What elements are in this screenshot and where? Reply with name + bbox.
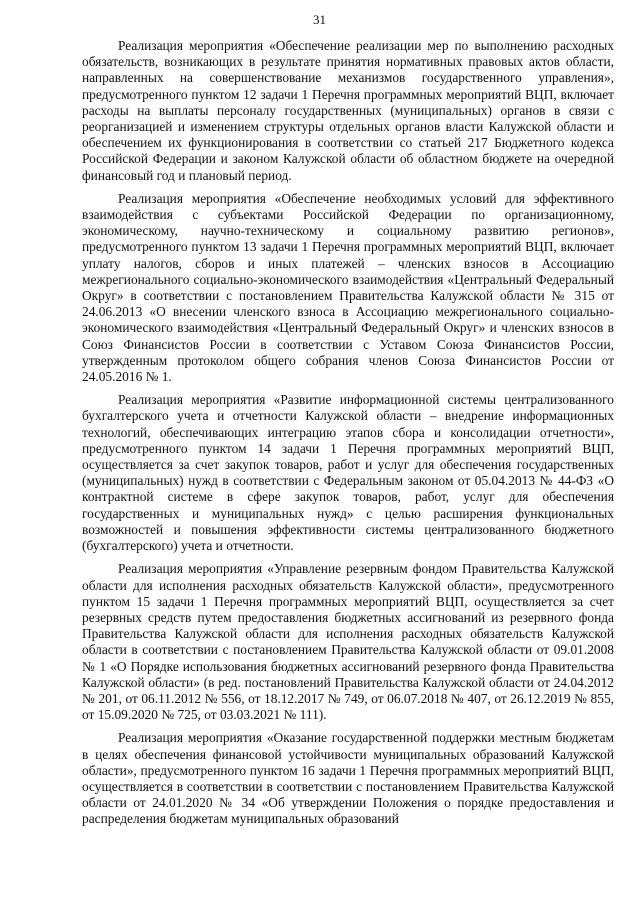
paragraph-3: Реализация мероприятия «Развитие информационной системы централизованного бухгалтерского учета и отчетности Калужской области – внедрение информационных технологий, обеспечивающих интеграцию этапов сбора и консолидации отчетности», предусмотренного пунктом 14 задачи 1 Перечня программных мероприятий ВЦП, осуществляется за счет закупок товаров, работ и услуг для обеспечения государственных (муниципальных) нужд в соответствии с Федеральным законом от 05.04.2013 № 44-ФЗ «О контрактной системе в сфере закупок товаров, работ, услуг для обеспечения государственных и муниципальных нужд» с целью расширения функциональных возможностей и повышения эффективности системы централизованного бюджетного (бухгалтерского) учета и отчетности.: [82, 392, 614, 554]
document-body: [82, 38, 614, 835]
paragraph-2: Реализация мероприятия «Обеспечение необходимых условий для эффективного взаимодействия с субъектами Российской Федерации по организационному, экономическому, научно-техническому и социальному развитию регионов», предусмотренного пунктом 13 задачи 1 Перечня программных мероприятий ВЦП, включает уплату налогов, сборов и иных платежей – членских взносов в Ассоциацию межрегионального социально-экономического взаимодействия «Центральный Федеральный Округ» в соответствии с постановлением Правительства Калужской области № 315 от 24.06.2013 «О внесении членского взноса в Ассоциацию межрегионального социально-экономического взаимодействия «Центральный Федеральный Округ» и членских взносов в Союз Финансистов России в соответствии с Уставом Союза Финансистов России, утвержденным протоколом общего собрания членов Союза Финансистов России от 24.05.2016 № 1.: [82, 190, 614, 385]
paragraph-1: Реализация мероприятия «Обеспечение реализации мер по выполнению расходных обязательств, возникающих в результате принятия нормативных правовых актов области, направленных на совершенствование механизмов государственного управления», предусмотренного пунктом 12 задачи 1 Перечня программных мероприятий ВЦП, включает расходы на выплаты персоналу государственных (муниципальных) органов в связи с реорганизацией и изменением структуры отдельных органов власти Калужской области и обеспечением их функционирования в соответствии со статьей 217 Бюджетного кодекса Российской Федерации и законом Калужской области об областном бюджете на очередной финансовый год и плановый период.: [82, 38, 614, 183]
page-number: 31: [313, 12, 326, 27]
paragraph-4: Реализация мероприятия «Управление резервным фондом Правительства Калужской области для исполнения расходных обязательств Калужской области», предусмотренного пунктом 15 задачи 1 Перечня программных мероприятий ВЦП, осуществляется за счет резервных средств путем предоставления бюджетных ассигнований из резервного фонда Правительства Калужской области для исполнения расходных обязательств Калужской области в соответствии с постановлением Правительства Калужской области от 09.01.2008 № 1 «О Порядке использования бюджетных ассигнований резервного фонда Правительства Калужской области» (в ред. постановлений Правительства Калужской области от 24.04.2012 № 201, от 06.11.2012 № 556, от 18.12.2017 № 749, от 06.07.2018 № 407, от 26.12.2019 № 855, от 15.09.2020 № 725, от 03.03.2021 № 111).: [82, 561, 614, 723]
paragraph-5: Реализация мероприятия «Оказание государственной поддержки местным бюджетам в целях обеспечения финансовой устойчивости муниципальных образований Калужской области», предусмотренного пунктом 16 задачи 1 Перечня программных мероприятий ВЦП, осуществляется в соответствии в соответствии с постановлением Правительства Калужской области от 24.01.2020 № 34 «Об утверждении Положения о порядке предоставления и распределения бюджетам муниципальных образований: [82, 730, 614, 827]
